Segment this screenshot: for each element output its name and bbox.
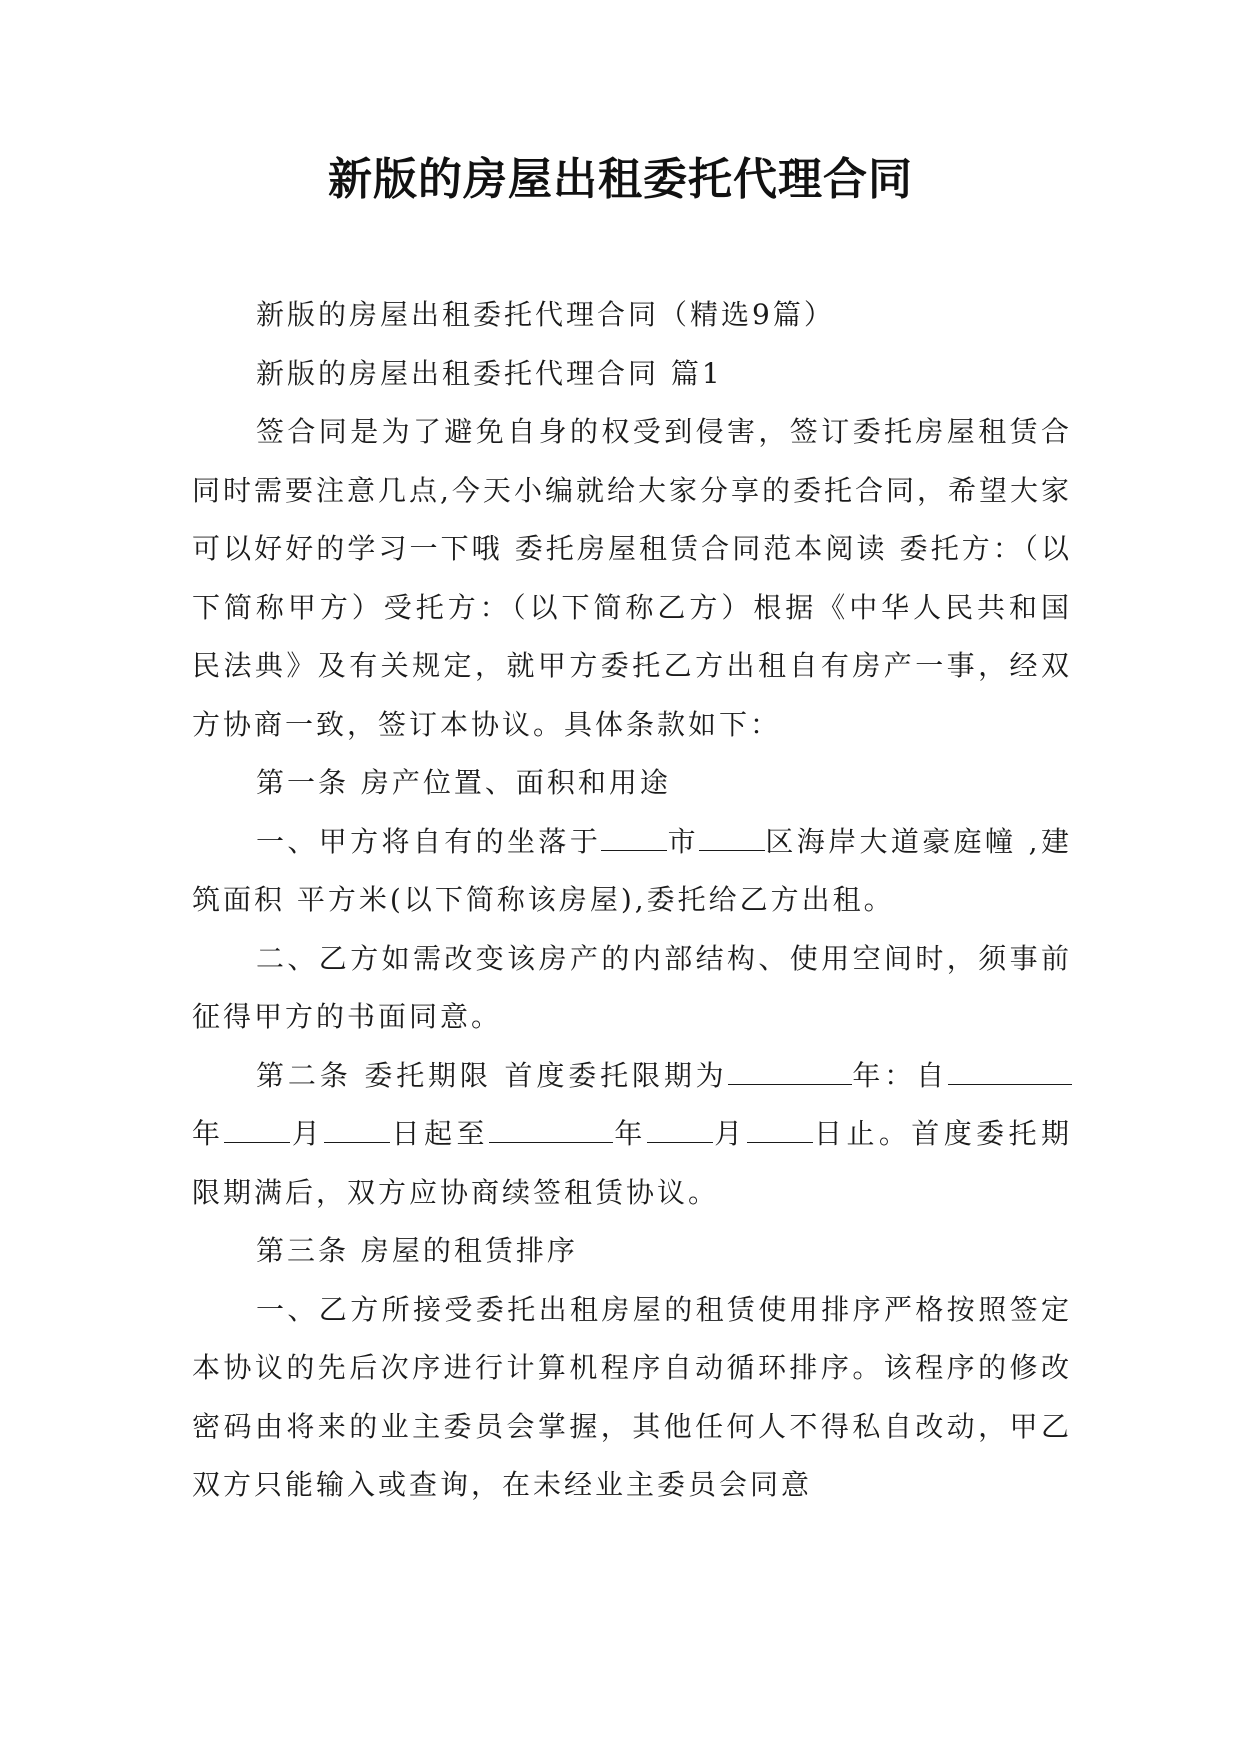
district-blank bbox=[699, 828, 765, 851]
article2-text-e: 日起至 bbox=[390, 1117, 489, 1150]
article2-text-d: 月 bbox=[290, 1117, 325, 1150]
article3-paragraph1: 一、乙方所接受委托出租房屋的租赁使用排序严格按照签定本协议的先后次序进行计算机程序自动循环排序。该程序的修改密码由将来的业主委员会掌握，其他任何人不得私自改动，甲乙双方只能输入或查询，在未经业主委员会同意 bbox=[192, 1292, 1072, 1501]
article2-text-a: 第二条 委托期限 首度委托限期为 bbox=[256, 1058, 728, 1092]
start-month-blank bbox=[224, 1120, 290, 1143]
section-heading: 新版的房屋出租委托代理合同 篇1 bbox=[256, 356, 723, 390]
end-year-blank bbox=[489, 1120, 613, 1143]
article1-paragraph1 bbox=[192, 813, 1072, 930]
article2-text-c: 年 bbox=[192, 1117, 225, 1150]
article2-paragraph bbox=[192, 1047, 1072, 1223]
article2-text-g: 月 bbox=[712, 1117, 747, 1150]
document-title: 新版的房屋出租委托代理合同 bbox=[328, 154, 913, 205]
article2-text-f: 年 bbox=[612, 1117, 647, 1150]
city-blank bbox=[601, 828, 667, 851]
document-body bbox=[192, 286, 1072, 1515]
article1-text-a: 一、甲方将自有的坐落于 bbox=[256, 824, 602, 858]
article1-text-b: 市 bbox=[667, 824, 699, 858]
article2-text-h: 日止。首度委托期限期满后，双方应协商续签租赁协议。 bbox=[192, 1117, 1072, 1209]
subtitle: 新版的房屋出租委托代理合同（精选9篇） bbox=[256, 298, 835, 331]
article1-title: 第一条 房产位置、面积和用途 bbox=[256, 766, 671, 799]
end-month-blank bbox=[647, 1120, 713, 1143]
start-day-blank bbox=[324, 1120, 390, 1143]
article2-text-b: 年：自 bbox=[851, 1058, 948, 1092]
years-blank bbox=[728, 1062, 852, 1085]
article1-paragraph2: 二、乙方如需改变该房产的内部结构、使用空间时，须事前征得甲方的书面同意。 bbox=[192, 941, 1072, 1033]
article1-text-c: 区海岸大道豪庭幢 ,建筑面积 平方米(以下简称该房屋),委托给乙方出租。 bbox=[192, 824, 1072, 916]
end-day-blank bbox=[747, 1120, 813, 1143]
intro-paragraph: 签合同是为了避免自身的权受到侵害，签订委托房屋租赁合同时需要注意几点,今天小编就给大家分享的委托合同，希望大家可以好好的学习一下哦 委托房屋租赁合同范本阅读 委托方：（以下简称甲方）受托方：（以下简称乙方）根据《中华人民共和国民法典》及有关规定，就甲方委托乙方出租自有房产一事，经双方协商一致，签订本协议。具体条款如下： bbox=[192, 415, 1072, 741]
article3-title: 第三条 房屋的租赁排序 bbox=[256, 1234, 578, 1267]
start-year-blank bbox=[948, 1062, 1072, 1085]
